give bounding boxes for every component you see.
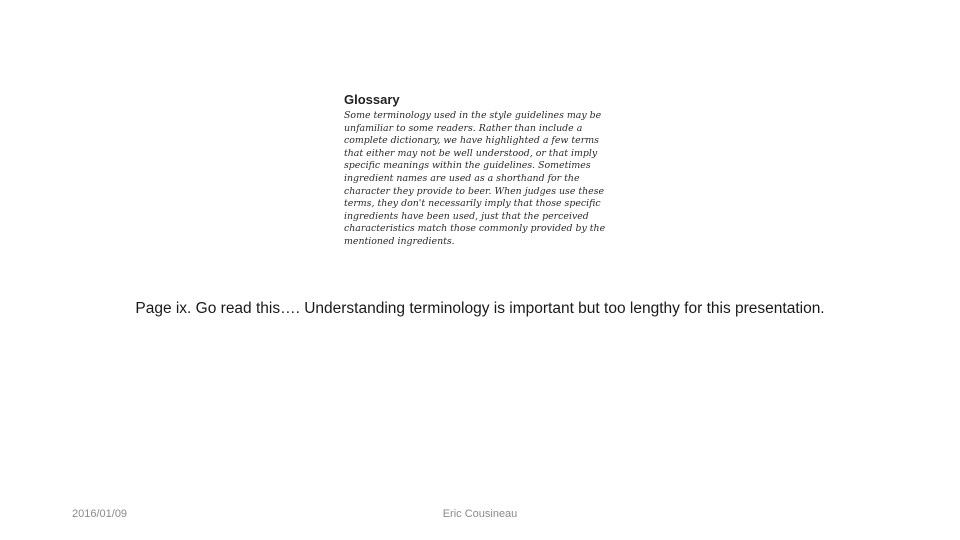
slide-caption: Page ix. Go read this…. Understanding terminology is important but too lengthy for this presentation. (135, 300, 825, 317)
glossary-body (344, 110, 620, 249)
glossary-line: ingredients have been used, just that the perceived (344, 210, 589, 222)
glossary-line: mentioned ingredients. (344, 235, 455, 247)
glossary-line: ingredient names are used as a shorthand for the (344, 172, 580, 184)
glossary-line: terms, they don't necessarily imply that those specific (344, 198, 601, 210)
glossary-line: that either may not be well understood, or that imply (344, 147, 598, 159)
glossary-line: unfamiliar to some readers. Rather than include a (344, 122, 583, 134)
glossary-line: complete dictionary, we have highlighted a few terms (344, 135, 599, 147)
glossary-excerpt-image (338, 90, 620, 250)
footer-date: 2016/01/09 (72, 508, 128, 520)
footer-author: Eric Cousineau (442, 508, 518, 520)
glossary-line: Some terminology used in the style guidelines may be (344, 110, 602, 121)
glossary-line: specific meanings within the guidelines. Sometimes (344, 160, 591, 172)
glossary-heading: Glossary (344, 92, 400, 107)
glossary-line: character they provide to beer. When judges use these (344, 185, 605, 197)
glossary-line: characteristics match those commonly provided by the (344, 223, 606, 235)
